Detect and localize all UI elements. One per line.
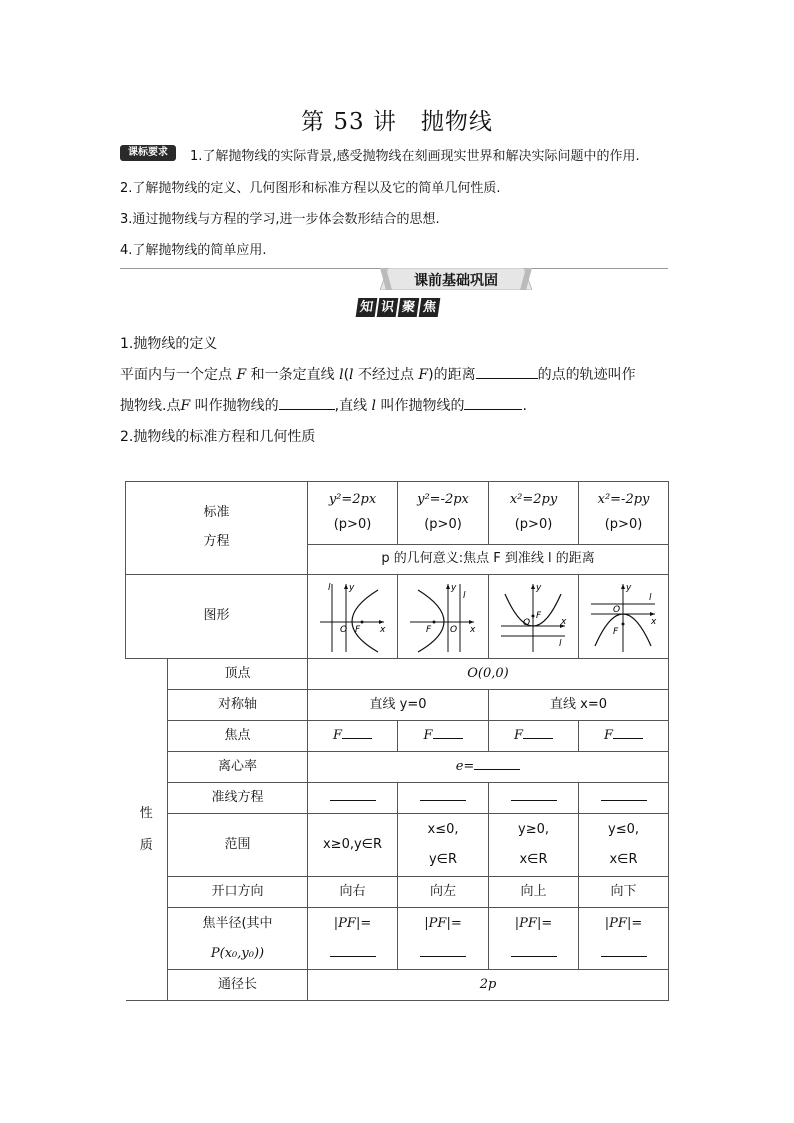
opening-value-3: 向上	[489, 877, 579, 908]
section1-heading: 1.抛物线的定义	[120, 336, 218, 352]
definition-line-1: 平面内与一个定点 F 和一条定直线 l(l 不经过点 F)的距离 的点的轨迹叫作	[120, 367, 636, 383]
svg-text:l: l	[558, 638, 562, 649]
directrix-blank-2[interactable]	[398, 783, 489, 814]
directrix-blank-4[interactable]	[579, 783, 669, 814]
section-banner	[380, 268, 532, 290]
vertex-value: O(0,0)	[308, 659, 669, 690]
focus-blank-2[interactable]: F	[398, 721, 489, 752]
properties-header: 性 质	[126, 659, 168, 1001]
focal-radius-1[interactable]: |PF|=	[308, 908, 398, 970]
knowledge-focus-tag	[357, 298, 441, 320]
range-value-4: y≤0, x∈R	[579, 814, 669, 877]
graph-header: 图形	[126, 575, 308, 659]
focus-blank-4[interactable]: F	[579, 721, 669, 752]
eccentricity-label: 离心率	[168, 752, 308, 783]
focus-blank-3[interactable]: F	[489, 721, 579, 752]
range-value-2: x≤0, y∈R	[398, 814, 489, 877]
range-value-1: x≥0,y∈R	[308, 814, 398, 877]
eq-cell-2: y²=-2px (p>0)	[398, 482, 489, 545]
svg-text:l: l	[463, 590, 466, 601]
range-label: 范围	[168, 814, 308, 877]
parabola-right-graph	[318, 580, 388, 654]
p-meaning: p 的几何意义:焦点 F 到准线 l 的距离	[308, 545, 669, 575]
graph-up	[489, 575, 579, 659]
definition-line-2: 抛物线.点F 叫作抛物线的 ,直线 l 叫作抛物线的 .	[120, 398, 527, 414]
requirement-2: 2.了解抛物线的定义、几何图形和标准方程以及它的简单几何性质.	[120, 181, 501, 196]
focus-label: 焦点	[168, 721, 308, 752]
directrix-blank-1[interactable]	[308, 783, 398, 814]
section2-heading: 2.抛物线的标准方程和几何性质	[120, 429, 316, 445]
svg-text:y: y	[451, 582, 457, 593]
opening-value-2: 向左	[398, 877, 489, 908]
knowledge-char-1: 知	[356, 298, 378, 317]
svg-text:F: F	[426, 624, 432, 635]
std-eq-header: 标准 方程	[126, 482, 308, 575]
svg-text:x: x	[379, 624, 385, 635]
svg-text:O: O	[612, 604, 620, 615]
svg-text:F: F	[612, 626, 618, 637]
focal-radius-label: 焦半径(其中 P(x₀,y₀))	[168, 908, 308, 970]
requirement-3: 3.通过抛物线与方程的学习,进一步体会数形结合的思想.	[120, 212, 440, 227]
graph-right	[308, 575, 398, 659]
vertex-label: 顶点	[168, 659, 308, 690]
graph-down	[579, 575, 669, 659]
directrix-blank-3[interactable]	[489, 783, 579, 814]
knowledge-char-3: 聚	[398, 298, 420, 317]
svg-text:x: x	[650, 616, 656, 627]
focal-radius-2[interactable]: |PF|=	[398, 908, 489, 970]
svg-text:y: y	[535, 582, 541, 593]
page-title: 第 53 讲 抛物线	[301, 109, 493, 135]
curriculum-badge: 课标要求	[120, 145, 176, 161]
svg-text:l: l	[648, 592, 652, 603]
banner-text: 课前基础巩固	[414, 273, 498, 289]
opening-value-4: 向下	[579, 877, 669, 908]
svg-text:x: x	[470, 624, 476, 635]
svg-text:F: F	[535, 610, 541, 621]
axis-value-1: 直线 y=0	[308, 690, 489, 721]
focal-radius-3[interactable]: |PF|=	[489, 908, 579, 970]
axis-label: 对称轴	[168, 690, 308, 721]
eq-cell-4: x²=-2py (p>0)	[579, 482, 669, 545]
parabola-left-graph	[408, 580, 478, 654]
latus-rectum-value: 2p	[308, 970, 669, 1001]
focus-blank-1[interactable]: F	[308, 721, 398, 752]
svg-text:l: l	[327, 582, 331, 593]
knowledge-char-2: 识	[377, 298, 399, 317]
svg-text:x: x	[560, 616, 566, 627]
latus-rectum-label: 通径长	[168, 970, 308, 1001]
focal-radius-4[interactable]: |PF|=	[579, 908, 669, 970]
svg-text:O: O	[339, 624, 347, 635]
blank-3[interactable]	[464, 397, 522, 410]
parabola-down-graph	[589, 580, 659, 654]
svg-text:y: y	[625, 582, 631, 593]
eccentricity-blank[interactable]: e=	[308, 752, 669, 783]
blank-2[interactable]	[279, 397, 335, 410]
requirement-1: 1.了解抛物线的实际背景,感受抛物线在刻画现实世界和解决实际问题中的作用.	[190, 149, 640, 164]
parabola-up-graph	[499, 580, 569, 654]
blank-1[interactable]	[476, 366, 538, 379]
svg-text:O: O	[450, 624, 458, 635]
parabola-properties-table	[125, 481, 669, 1001]
opening-value-1: 向右	[308, 877, 398, 908]
svg-text:y: y	[348, 582, 354, 593]
graph-left	[398, 575, 489, 659]
requirement-4: 4.了解抛物线的简单应用.	[120, 243, 267, 258]
knowledge-char-4: 焦	[419, 298, 441, 317]
eq-cell-1: y²=2px (p>0)	[308, 482, 398, 545]
svg-text:F: F	[354, 624, 360, 635]
opening-label: 开口方向	[168, 877, 308, 908]
range-value-3: y≥0, x∈R	[489, 814, 579, 877]
directrix-label: 准线方程	[168, 783, 308, 814]
axis-value-2: 直线 x=0	[489, 690, 669, 721]
eq-cell-3: x²=2py (p>0)	[489, 482, 579, 545]
svg-text:O: O	[522, 617, 530, 628]
